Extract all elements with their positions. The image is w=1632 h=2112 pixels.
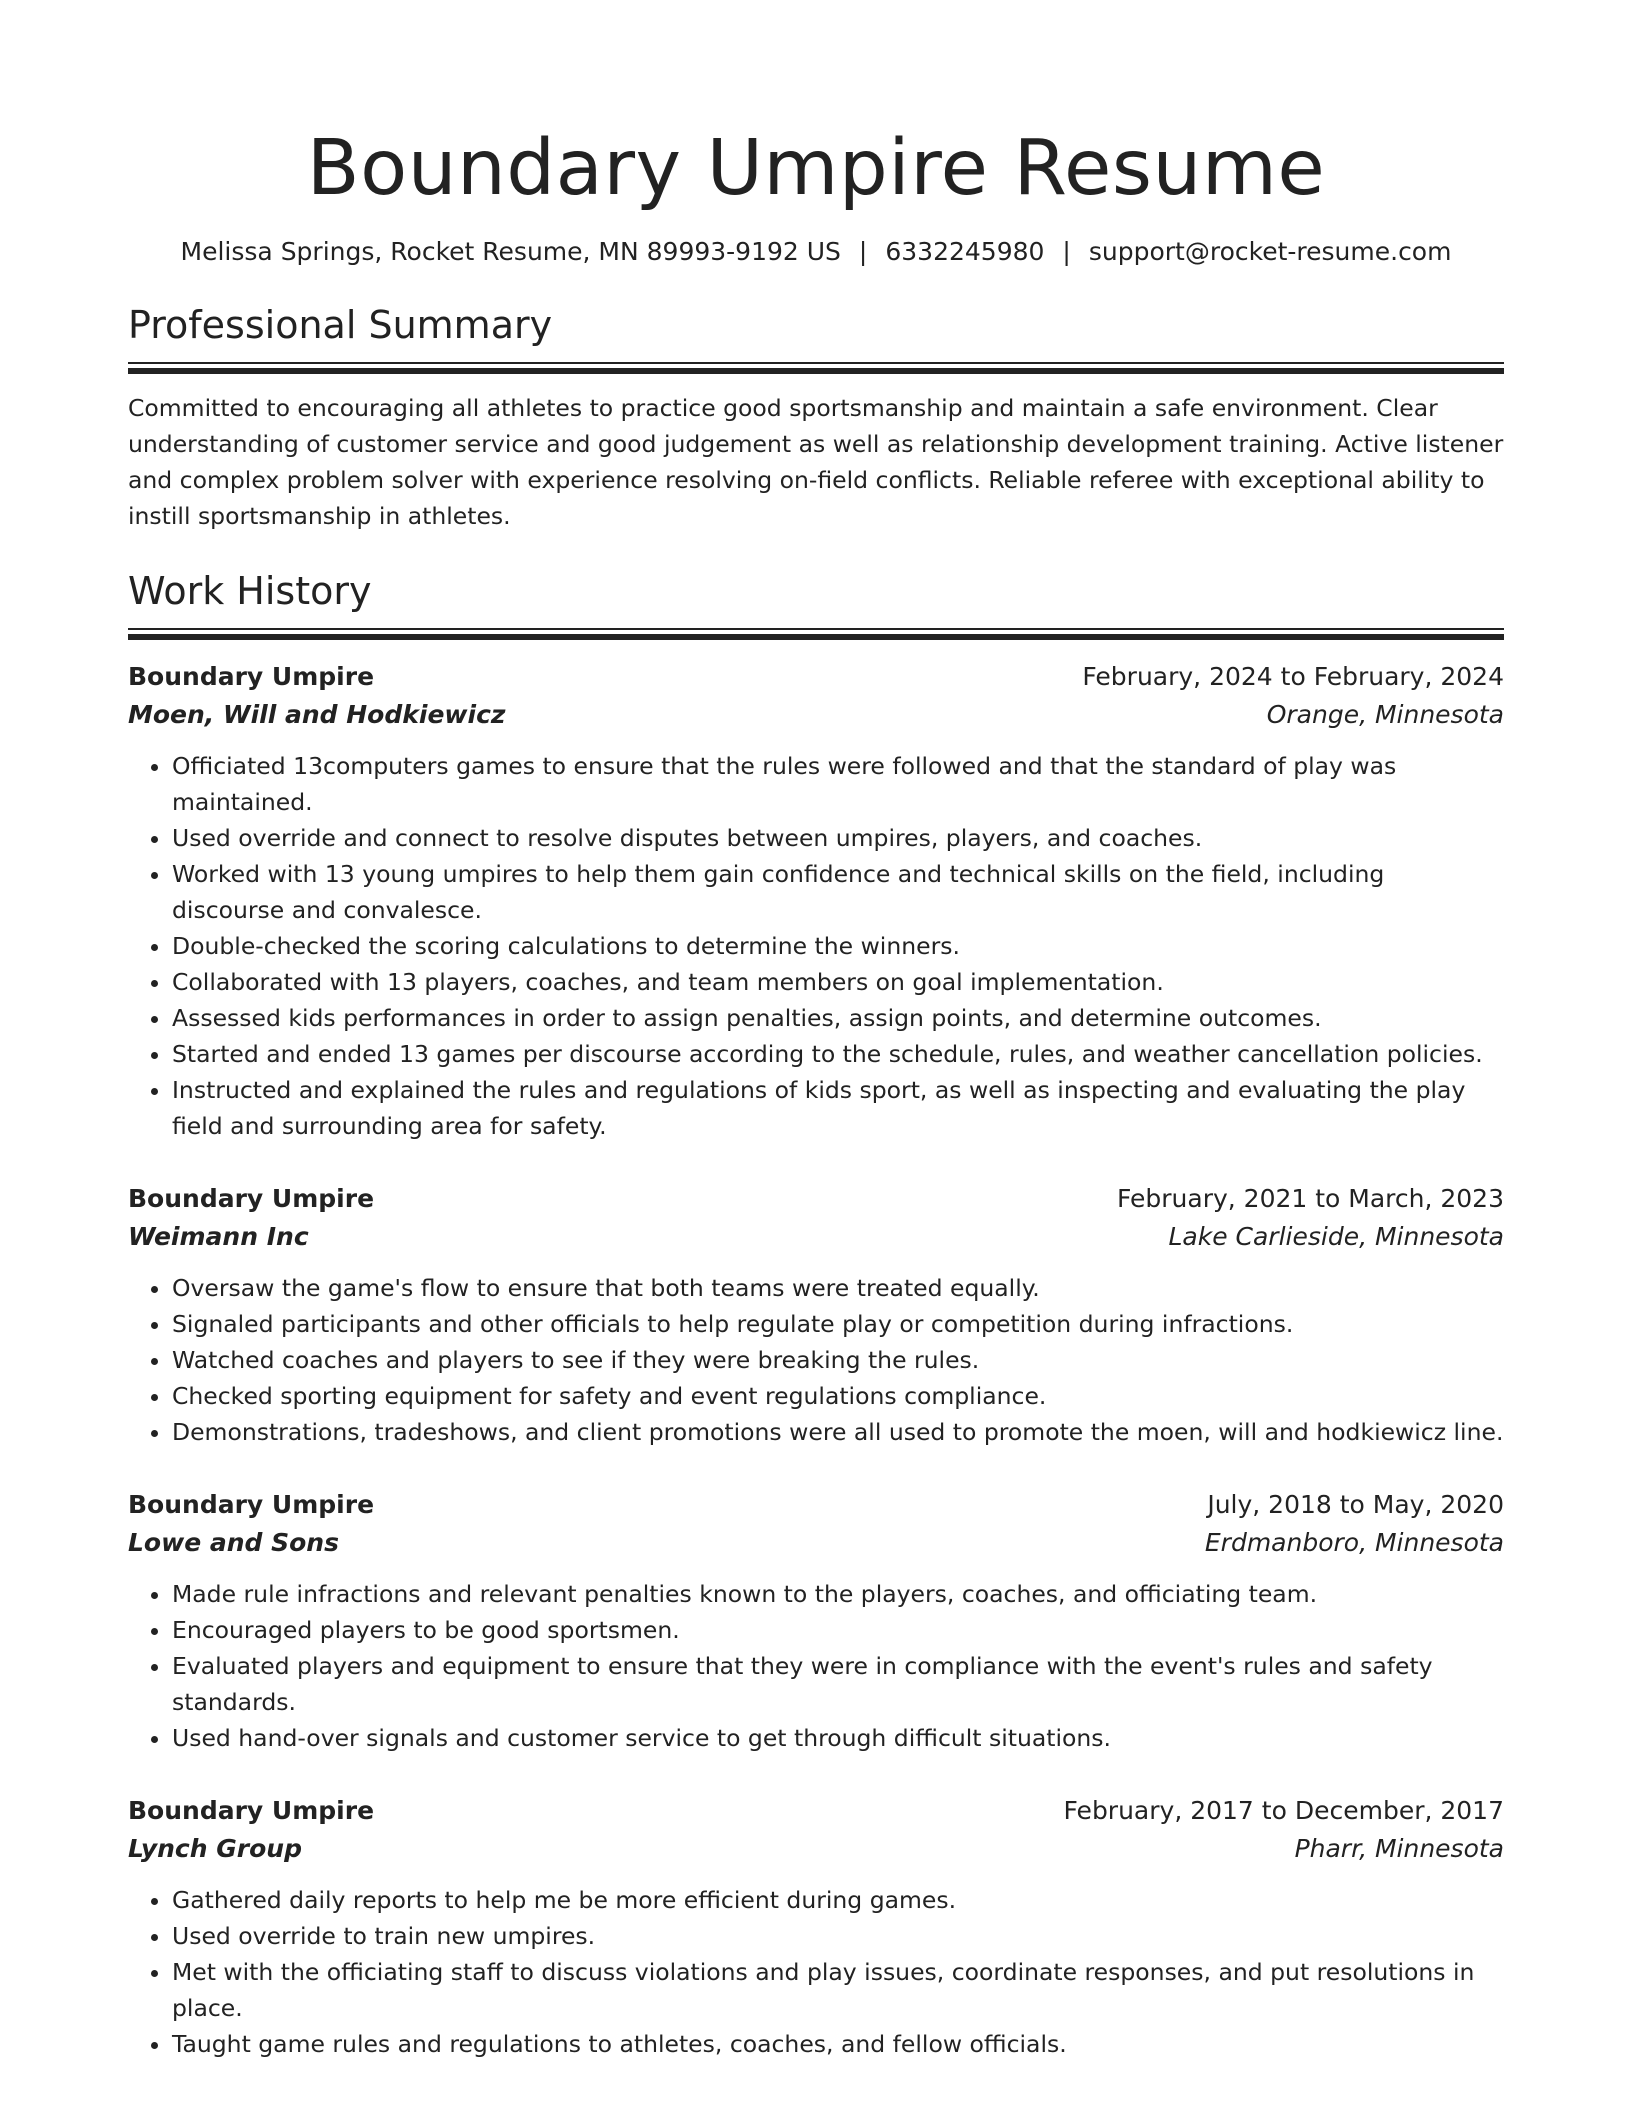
contact-line bbox=[128, 236, 1504, 268]
page-title: Boundary Umpire Resume bbox=[306, 124, 1326, 213]
job-title: Boundary Umpire bbox=[128, 1796, 375, 1825]
job-subheader-row bbox=[128, 1524, 1504, 1562]
job-bullet: • Demonstrations, tradeshows, and client promotions were all used to promote the moen, will and hodkiewicz line. bbox=[172, 1414, 1504, 1450]
job-bullet: • Oversaw the game's flow to ensure that both teams were treated equally. bbox=[172, 1270, 1504, 1306]
job-dates: February, 2017 to December, 2017 bbox=[1063, 1796, 1504, 1825]
job-bullets bbox=[128, 748, 1504, 1144]
job-bullet: • Used override to train new umpires. bbox=[172, 1918, 1504, 1954]
job-bullet: • Watched coaches and players to see if they were breaking the rules. bbox=[172, 1342, 1504, 1378]
contact-phone: 6332245980 bbox=[885, 237, 1045, 266]
job-bullet: • Used hand-over signals and customer service to get through difficult situations. bbox=[172, 1720, 1504, 1756]
job-bullet: • Gathered daily reports to help me be more efficient during games. bbox=[172, 1882, 1504, 1918]
job-location: Pharr, Minnesota bbox=[1294, 1834, 1504, 1863]
job-bullet: • Made rule infractions and relevant penalties known to the players, coaches, and officiating team. bbox=[172, 1576, 1504, 1612]
job-entry bbox=[128, 1792, 1504, 2062]
job-location: Orange, Minnesota bbox=[1266, 700, 1504, 729]
section-heading: Professional Summary bbox=[128, 303, 553, 347]
job-bullet: • Officiated 13computers games to ensure that the rules were followed and that the standard of play was maintained. bbox=[172, 748, 1504, 820]
job-bullet: • Signaled participants and other officials to help regulate play or competition during infractions. bbox=[172, 1306, 1504, 1342]
job-dates: July, 2018 to May, 2020 bbox=[1207, 1490, 1504, 1519]
section-divider bbox=[128, 628, 1504, 640]
job-dates: February, 2021 to March, 2023 bbox=[1116, 1184, 1504, 1213]
job-entry bbox=[128, 1180, 1504, 1450]
job-subheader-row bbox=[128, 1218, 1504, 1256]
job-bullet: • Evaluated players and equipment to ensure that they were in compliance with the event's rules and safety standards. bbox=[172, 1648, 1504, 1720]
contact-address: Melissa Springs, Rocket Resume, MN 89993-9192 US bbox=[180, 237, 841, 266]
work-history-section bbox=[128, 568, 1504, 2062]
job-header-row bbox=[128, 1180, 1504, 1218]
job-bullet: • Met with the officiating staff to discuss violations and play issues, coordinate responses, and put resolutions in place. bbox=[172, 1954, 1504, 2026]
job-dates: February, 2024 to February, 2024 bbox=[1082, 662, 1504, 691]
job-bullets bbox=[128, 1882, 1504, 2062]
section-divider bbox=[128, 362, 1504, 374]
job-location: Lake Carlieside, Minnesota bbox=[1168, 1222, 1504, 1251]
summary-text: Committed to encouraging all athletes to practice good sportsmanship and maintain a safe environment. Clear understanding of customer service and good judgement as well as relationship development training. Active listener and complex problem solver with experience resolving on-field conflicts. Reliable referee with exceptional ability to instill sportsmanship in athletes. bbox=[128, 394, 1504, 530]
job-company: Moen, Will and Hodkiewicz bbox=[128, 700, 506, 729]
contact-separator: | bbox=[858, 237, 868, 266]
contact-email: support@rocket-resume.com bbox=[1088, 237, 1452, 266]
job-title: Boundary Umpire bbox=[128, 1490, 375, 1519]
job-bullet: • Taught game rules and regulations to athletes, coaches, and fellow officials. bbox=[172, 2026, 1504, 2062]
job-bullet: • Collaborated with 13 players, coaches, and team members on goal implementation. bbox=[172, 964, 1504, 1000]
job-entry bbox=[128, 658, 1504, 1144]
job-header-row bbox=[128, 1792, 1504, 1830]
job-title: Boundary Umpire bbox=[128, 662, 375, 691]
job-bullet: • Instructed and explained the rules and regulations of kids sport, as well as inspecting and evaluating the play field and surrounding area for safety. bbox=[172, 1072, 1504, 1144]
job-header-row bbox=[128, 1486, 1504, 1524]
job-company: Lowe and Sons bbox=[128, 1528, 339, 1557]
job-bullets bbox=[128, 1270, 1504, 1450]
job-company: Lynch Group bbox=[128, 1834, 302, 1863]
job-bullet: • Encouraged players to be good sportsmen. bbox=[172, 1612, 1504, 1648]
job-bullet: • Started and ended 13 games per discourse according to the schedule, rules, and weather cancellation policies. bbox=[172, 1036, 1504, 1072]
job-company: Weimann Inc bbox=[128, 1222, 309, 1251]
job-bullet: • Used override and connect to resolve disputes between umpires, players, and coaches. bbox=[172, 820, 1504, 856]
job-bullet: • Worked with 13 young umpires to help them gain confidence and technical skills on the field, including discourse and convalesce. bbox=[172, 856, 1504, 928]
job-bullets bbox=[128, 1576, 1504, 1756]
job-bullet: • Assessed kids performances in order to assign penalties, assign points, and determine outcomes. bbox=[172, 1000, 1504, 1036]
job-header-row bbox=[128, 658, 1504, 696]
professional-summary-section bbox=[128, 302, 1504, 534]
job-title: Boundary Umpire bbox=[128, 1184, 375, 1213]
job-entry bbox=[128, 1486, 1504, 1756]
contact-separator: | bbox=[1062, 237, 1071, 266]
job-bullet: • Checked sporting equipment for safety and event regulations compliance. bbox=[172, 1378, 1504, 1414]
section-heading: Work History bbox=[128, 569, 372, 613]
job-location: Erdmanboro, Minnesota bbox=[1204, 1528, 1504, 1557]
job-subheader-row bbox=[128, 696, 1504, 734]
job-bullet: • Double-checked the scoring calculations to determine the winners. bbox=[172, 928, 1504, 964]
job-subheader-row bbox=[128, 1830, 1504, 1868]
